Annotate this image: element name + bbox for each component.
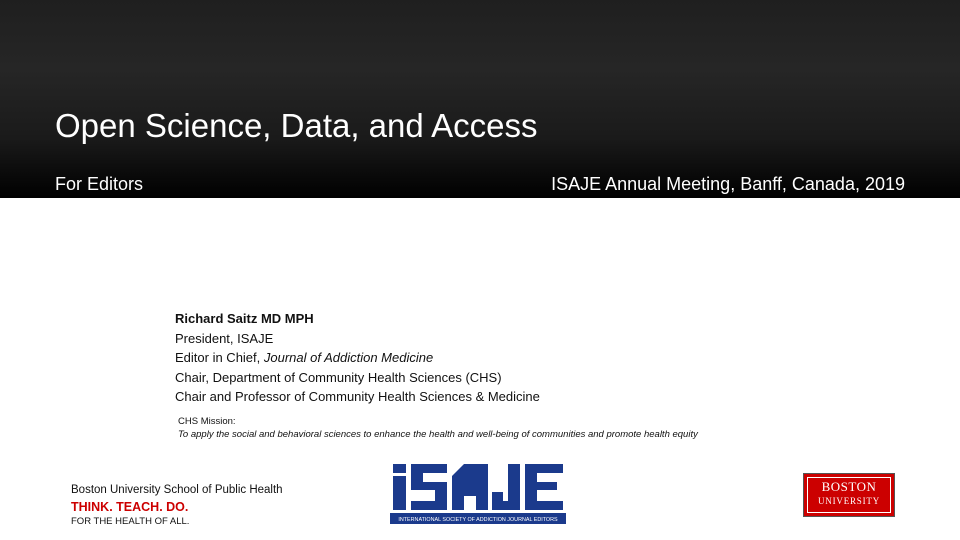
bu-logo-line1: BOSTON	[821, 479, 877, 494]
bu-logo	[803, 473, 895, 517]
isaje-caption: INTERNATIONAL SOCIETY OF ADDICTION JOURNAL EDITORS	[398, 517, 558, 523]
slide-subtitle: For Editors	[55, 174, 144, 194]
school-name: Boston University School of Public Health	[71, 484, 283, 496]
mission-statement: To apply the social and behavioral sciences to enhance the health and well-being of communities and promote health equity	[178, 429, 698, 440]
isaje-logo	[390, 462, 566, 524]
author-name: Richard Saitz MD MPH	[175, 311, 314, 326]
author-role-president: President, ISAJE	[175, 330, 274, 346]
title-banner	[0, 0, 960, 198]
author-role-editor-prefix: Editor in Chief,	[175, 350, 264, 365]
author-role-chair: Chair, Department of Community Health Sciences (CHS)	[175, 369, 502, 385]
author-role-professor: Chair and Professor of Community Health Sciences & Medicine	[175, 389, 540, 404]
school-motto: FOR THE HEALTH OF ALL.	[71, 516, 190, 527]
author-block	[175, 309, 540, 407]
bu-logo-line2: UNIVERSITY	[818, 496, 880, 506]
bu-sph-signature	[71, 484, 283, 527]
meeting-info: ISAJE Annual Meeting, Banff, Canada, 2019	[551, 174, 905, 194]
mission-block	[178, 415, 698, 441]
author-role-editor	[175, 348, 540, 368]
slide-title: Open Science, Data, and Access	[55, 107, 538, 144]
school-tagline: THINK. TEACH. DO.	[71, 500, 189, 514]
mission-label: CHS Mission:	[178, 416, 236, 427]
journal-name: Journal of Addiction Medicine	[263, 350, 434, 365]
